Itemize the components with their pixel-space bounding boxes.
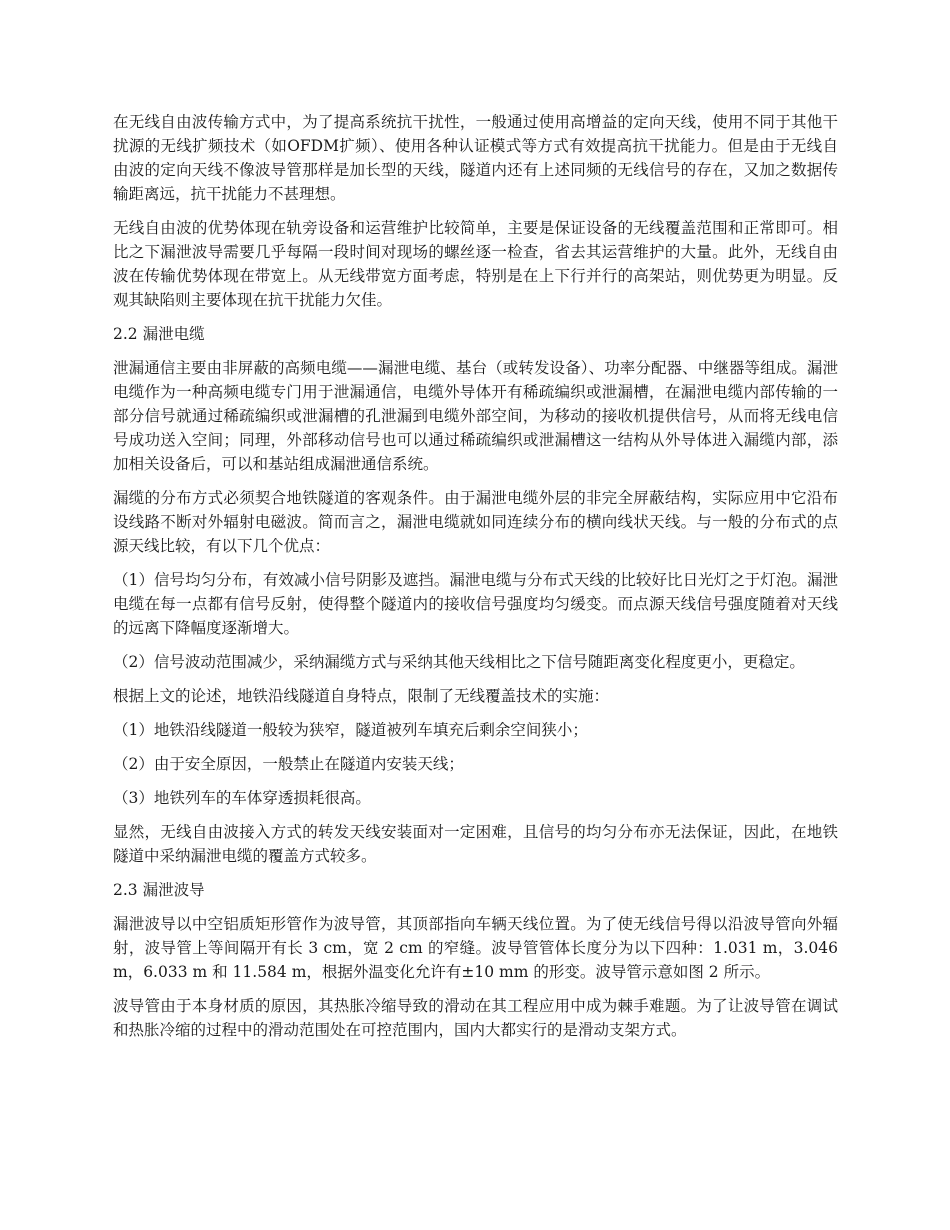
paragraph-waveguide-sliding: 波导管由于本身材质的原因，其热胀冷缩导致的滑动在其工程应用中成为棘手难题。为了让波导管在调试和热胀冷缩的过程中的滑动范围处在可控范围内，国内大都实行的是滑动支架方式。 (113, 997, 838, 1039)
paragraph-leaky-cable-distribution: 漏缆的分布方式必须契合地铁隧道的客观条件。由于漏泄电缆外层的非完全屏蔽结构，实际应用中它沿布设线路不断对外辐射电磁波。简而言之，漏泄电缆就如同连续分布的横向线状天线。与一般的分布式的点源天线比较，有以下几个优点： (113, 489, 838, 555)
paragraph-leaky-communication: 泄漏通信主要由非屏蔽的高频电缆——漏泄电缆、基台（或转发设备）、功率分配器、中继器等组成。漏泄电缆作为一种高频电缆专门用于泄漏通信，电缆外导体开有稀疏编织或泄漏槽，在漏泄电缆内部传输的一部分信号就通过稀疏编织或泄漏槽的孔泄漏到电缆外部空间，为移动的接收机提供信号，从而将无线电信号成功送入空间；同理，外部移动信号也可以通过稀疏编织或泄漏槽这一结构从外导体进入漏缆内部，添加相关设备后，可以和基站组成漏泄通信系统。 (113, 359, 838, 473)
section-heading-leaky-waveguide: 2.3 漏泄波导 (113, 881, 205, 899)
paragraph-conclusion-leaky-cable: 显然，无线自由波接入方式的转发天线安装面对一定困难，且信号的均匀分布亦无法保证，因此，在地铁隧道中采纳漏泄电缆的覆盖方式较多。 (113, 823, 838, 865)
paragraph-wireless-free-wave-interference: 在无线自由波传输方式中，为了提高系统抗干扰性，一般通过使用高增益的定向天线，使用不同于其他干扰源的无线扩频技术（如OFDM扩频）、使用各种认证模式等方式有效提高抗干扰能力。但是由于无线自由波的定向天线不像波导管那样是加长型的天线，隧道内还有上述同频的无线信号的存在，又加之数据传输距离远，抗干扰能力不甚理想。 (113, 113, 838, 203)
document-page (113, 110, 838, 1052)
list-item-constraint-1: （1）地铁沿线隧道一般较为狭窄，隧道被列车填充后剩余空间狭小； (113, 721, 588, 739)
list-item-constraint-3: （3）地铁列车的车体穿透损耗很高。 (113, 789, 371, 807)
paragraph-waveguide-description: 漏泄波导以中空铝质矩形管作为波导管，其顶部指向车辆天线位置。为了使无线信号得以沿波导管向外辐射，波导管上等间隔开有长 3 cm，宽 2 cm 的窄缝。波导管管体长度分为以下四种：1.031 m，3.046 m，6.033 m 和 11.584 m，根据外温变化允许有±10 mm 的形变。波导管示意如图 2 所示。 (113, 915, 838, 981)
paragraph-wireless-free-wave-advantages: 无线自由波的优势体现在轨旁设备和运营维护比较简单，主要是保证设备的无线覆盖范围和正常即可。相比之下漏泄波导需要几乎每隔一段时间对现场的螺丝逐一检查，省去其运营维护的大量。此外，无线自由波在传输优势体现在带宽上。从无线带宽方面考虑，特别是在上下行并行的高架站，则优势更为明显。反观其缺陷则主要体现在抗干扰能力欠佳。 (113, 219, 838, 309)
list-item-constraint-2: （2）由于安全原因，一般禁止在隧道内安装天线； (113, 755, 464, 773)
section-heading-leaky-cable: 2.2 漏泄电缆 (113, 325, 205, 343)
list-item-advantage-1: （1）信号均匀分布，有效减小信号阴影及遮挡。漏泄电缆与分布式天线的比较好比日光灯之于灯泡。漏泄电缆在每一点都有信号反射，使得整个隧道内的接收信号强度均匀缓变。而点源天线信号强度随着对天线的远离下降幅度逐渐增大。 (113, 571, 838, 637)
list-item-advantage-2: （2）信号波动范围减少，采纳漏缆方式与采纳其他天线相比之下信号随距离变化程度更小，更稳定。 (113, 653, 805, 671)
paragraph-tunnel-constraints-intro: 根据上文的论述，地铁沿线隧道自身特点，限制了无线覆盖技术的实施： (113, 687, 610, 705)
